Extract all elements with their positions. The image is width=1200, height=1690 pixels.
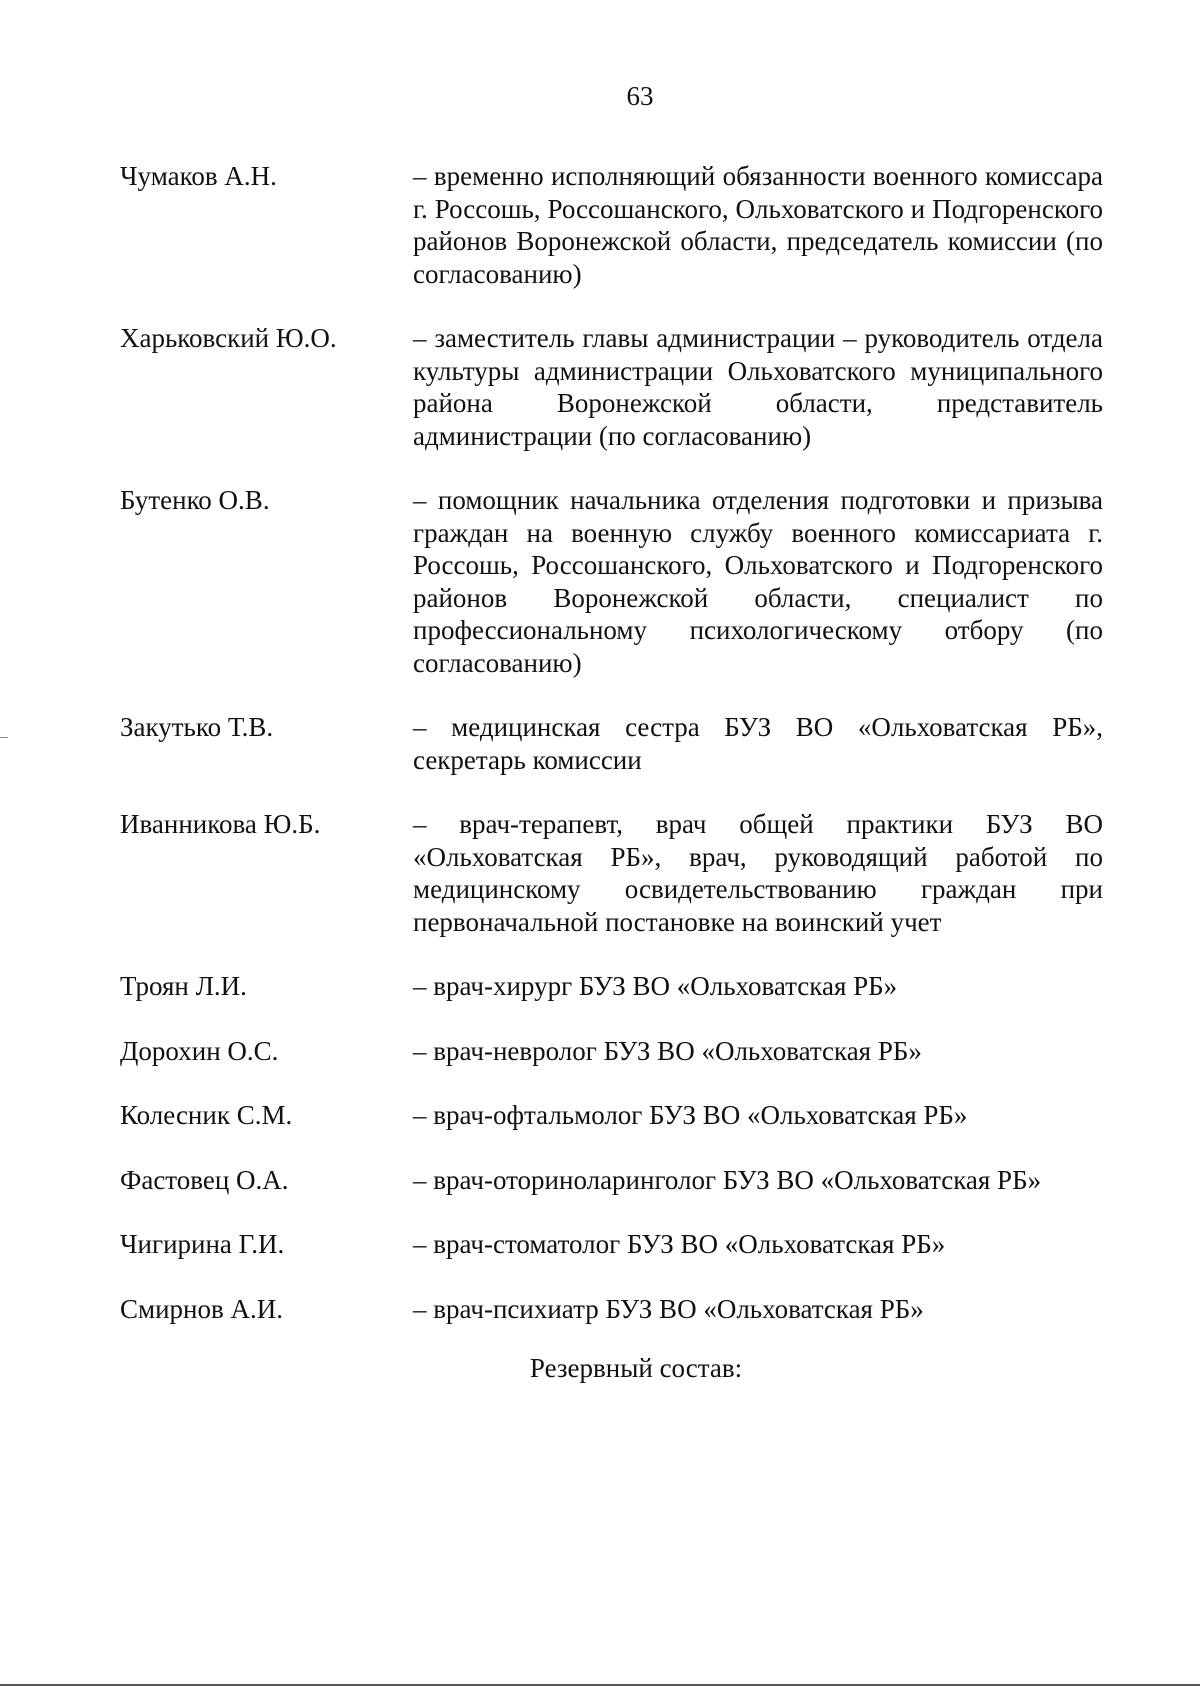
member-name: Колесник С.М. bbox=[120, 1100, 293, 1130]
member-description: – врач-стоматолог БУЗ ВО «Ольховатская РБ» bbox=[413, 1229, 946, 1259]
member-description: – врач-хирург БУЗ ВО «Ольховатская РБ» bbox=[413, 971, 898, 1001]
member-name: Харьковский Ю.О. bbox=[120, 323, 337, 353]
reserve-heading: Резервный состав: bbox=[529, 1353, 743, 1383]
member-description: – врач-невролог БУЗ ВО «Ольховатская РБ» bbox=[413, 1036, 922, 1066]
member-name: Смирнов А.И. bbox=[120, 1294, 283, 1324]
member-name: Дорохин О.С. bbox=[120, 1036, 279, 1066]
member-description: – врач-психиатр БУЗ ВО «Ольховатская РБ» bbox=[413, 1294, 924, 1324]
member-name: Чигирина Г.И. bbox=[120, 1229, 285, 1259]
member-name: Бутенко О.В. bbox=[120, 485, 270, 515]
member-description: – медицинская сестра БУЗ ВО «Ольховатская РБ», секретарь комиссии bbox=[413, 712, 1103, 775]
member-description: – заместитель главы администрации – руководитель отдела культуры администрации Ольховатского муниципального района Воронежской области, представитель администрации (по согласованию) bbox=[413, 323, 1103, 451]
member-name: Чумаков А.Н. bbox=[120, 161, 277, 191]
page-number: 63 bbox=[626, 81, 654, 111]
member-name: Троян Л.И. bbox=[120, 971, 247, 1001]
member-description: – врач-оториноларинголог БУЗ ВО «Ольховатская РБ» bbox=[413, 1165, 1042, 1195]
member-name: Фастовец О.А. bbox=[120, 1165, 289, 1195]
scan-bottom-edge bbox=[0, 1684, 1200, 1686]
member-name: Закутько Т.В. bbox=[120, 712, 274, 742]
member-description: – врач-терапевт, врач общей практики БУЗ ВО «Ольховатская РБ», врач, руководящий работой по медицинскому освидетельствованию граждан при первоначальной постановке на воинский учет bbox=[413, 809, 1103, 937]
scan-margin-mark bbox=[0, 737, 8, 738]
member-description: – помощник начальника отделения подготовки и призыва граждан на военную службу военного комиссариата г. Россошь, Россошанского, Ольховатского и Подгоренского районов Воронежской области, специалист по профессиональному психологическому отбору (по согласованию) bbox=[413, 485, 1103, 678]
member-description: – временно исполняющий обязанности военного комиссара г. Россошь, Россошанского, Ольховатского и Подгоренского районов Воронежской области, председатель комиссии (по согласованию) bbox=[413, 161, 1103, 289]
member-name: Иванникова Ю.Б. bbox=[120, 809, 321, 839]
member-description: – врач-офтальмолог БУЗ ВО «Ольховатская РБ» bbox=[413, 1100, 968, 1130]
